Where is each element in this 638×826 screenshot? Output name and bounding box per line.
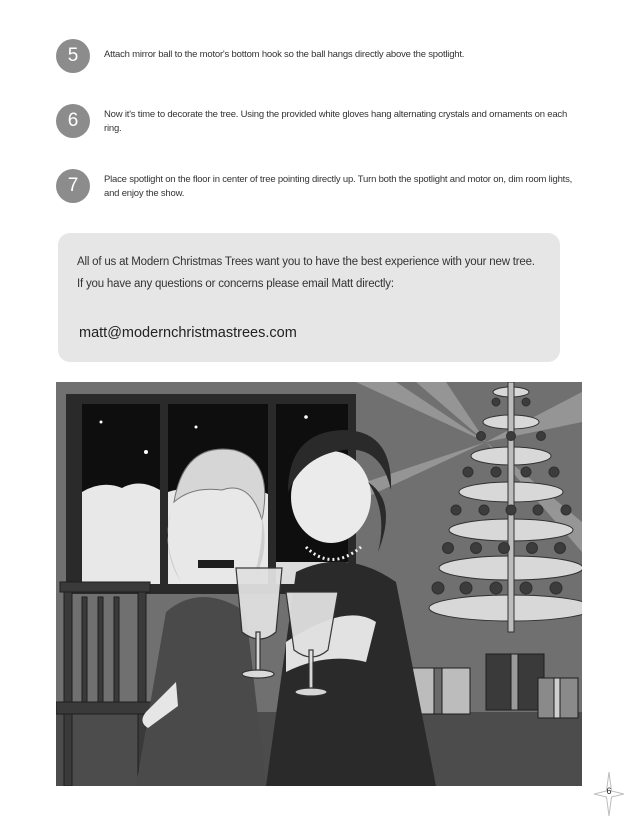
step-text: Attach mirror ball to the motor's bottom hook so the ball hangs directly above the spotlight. [104,49,465,60]
callout-line-1: All of us at Modern Christmas Trees want you to have the best experience with your new tree. [77,256,535,268]
party-illustration [56,382,582,786]
step-text: Place spotlight on the floor in center of tree pointing directly up. Turn both the spotlight and motor on, dim room lights, and enjoy the show. [104,174,573,199]
step-number-badge: 5 [56,39,90,73]
step-number-badge: 7 [56,169,90,203]
callout-line-2: If you have any questions or concerns please email Matt directly: [77,278,394,290]
page-number: 6 [606,786,612,796]
contact-email[interactable]: matt@modernchristmastrees.com [79,325,297,341]
contact-callout [58,233,560,362]
step-text: Now it's time to decorate the tree. Using the provided white gloves hang alternating crystals and ornaments on each ring. [104,109,568,134]
step-number-badge: 6 [56,104,90,138]
